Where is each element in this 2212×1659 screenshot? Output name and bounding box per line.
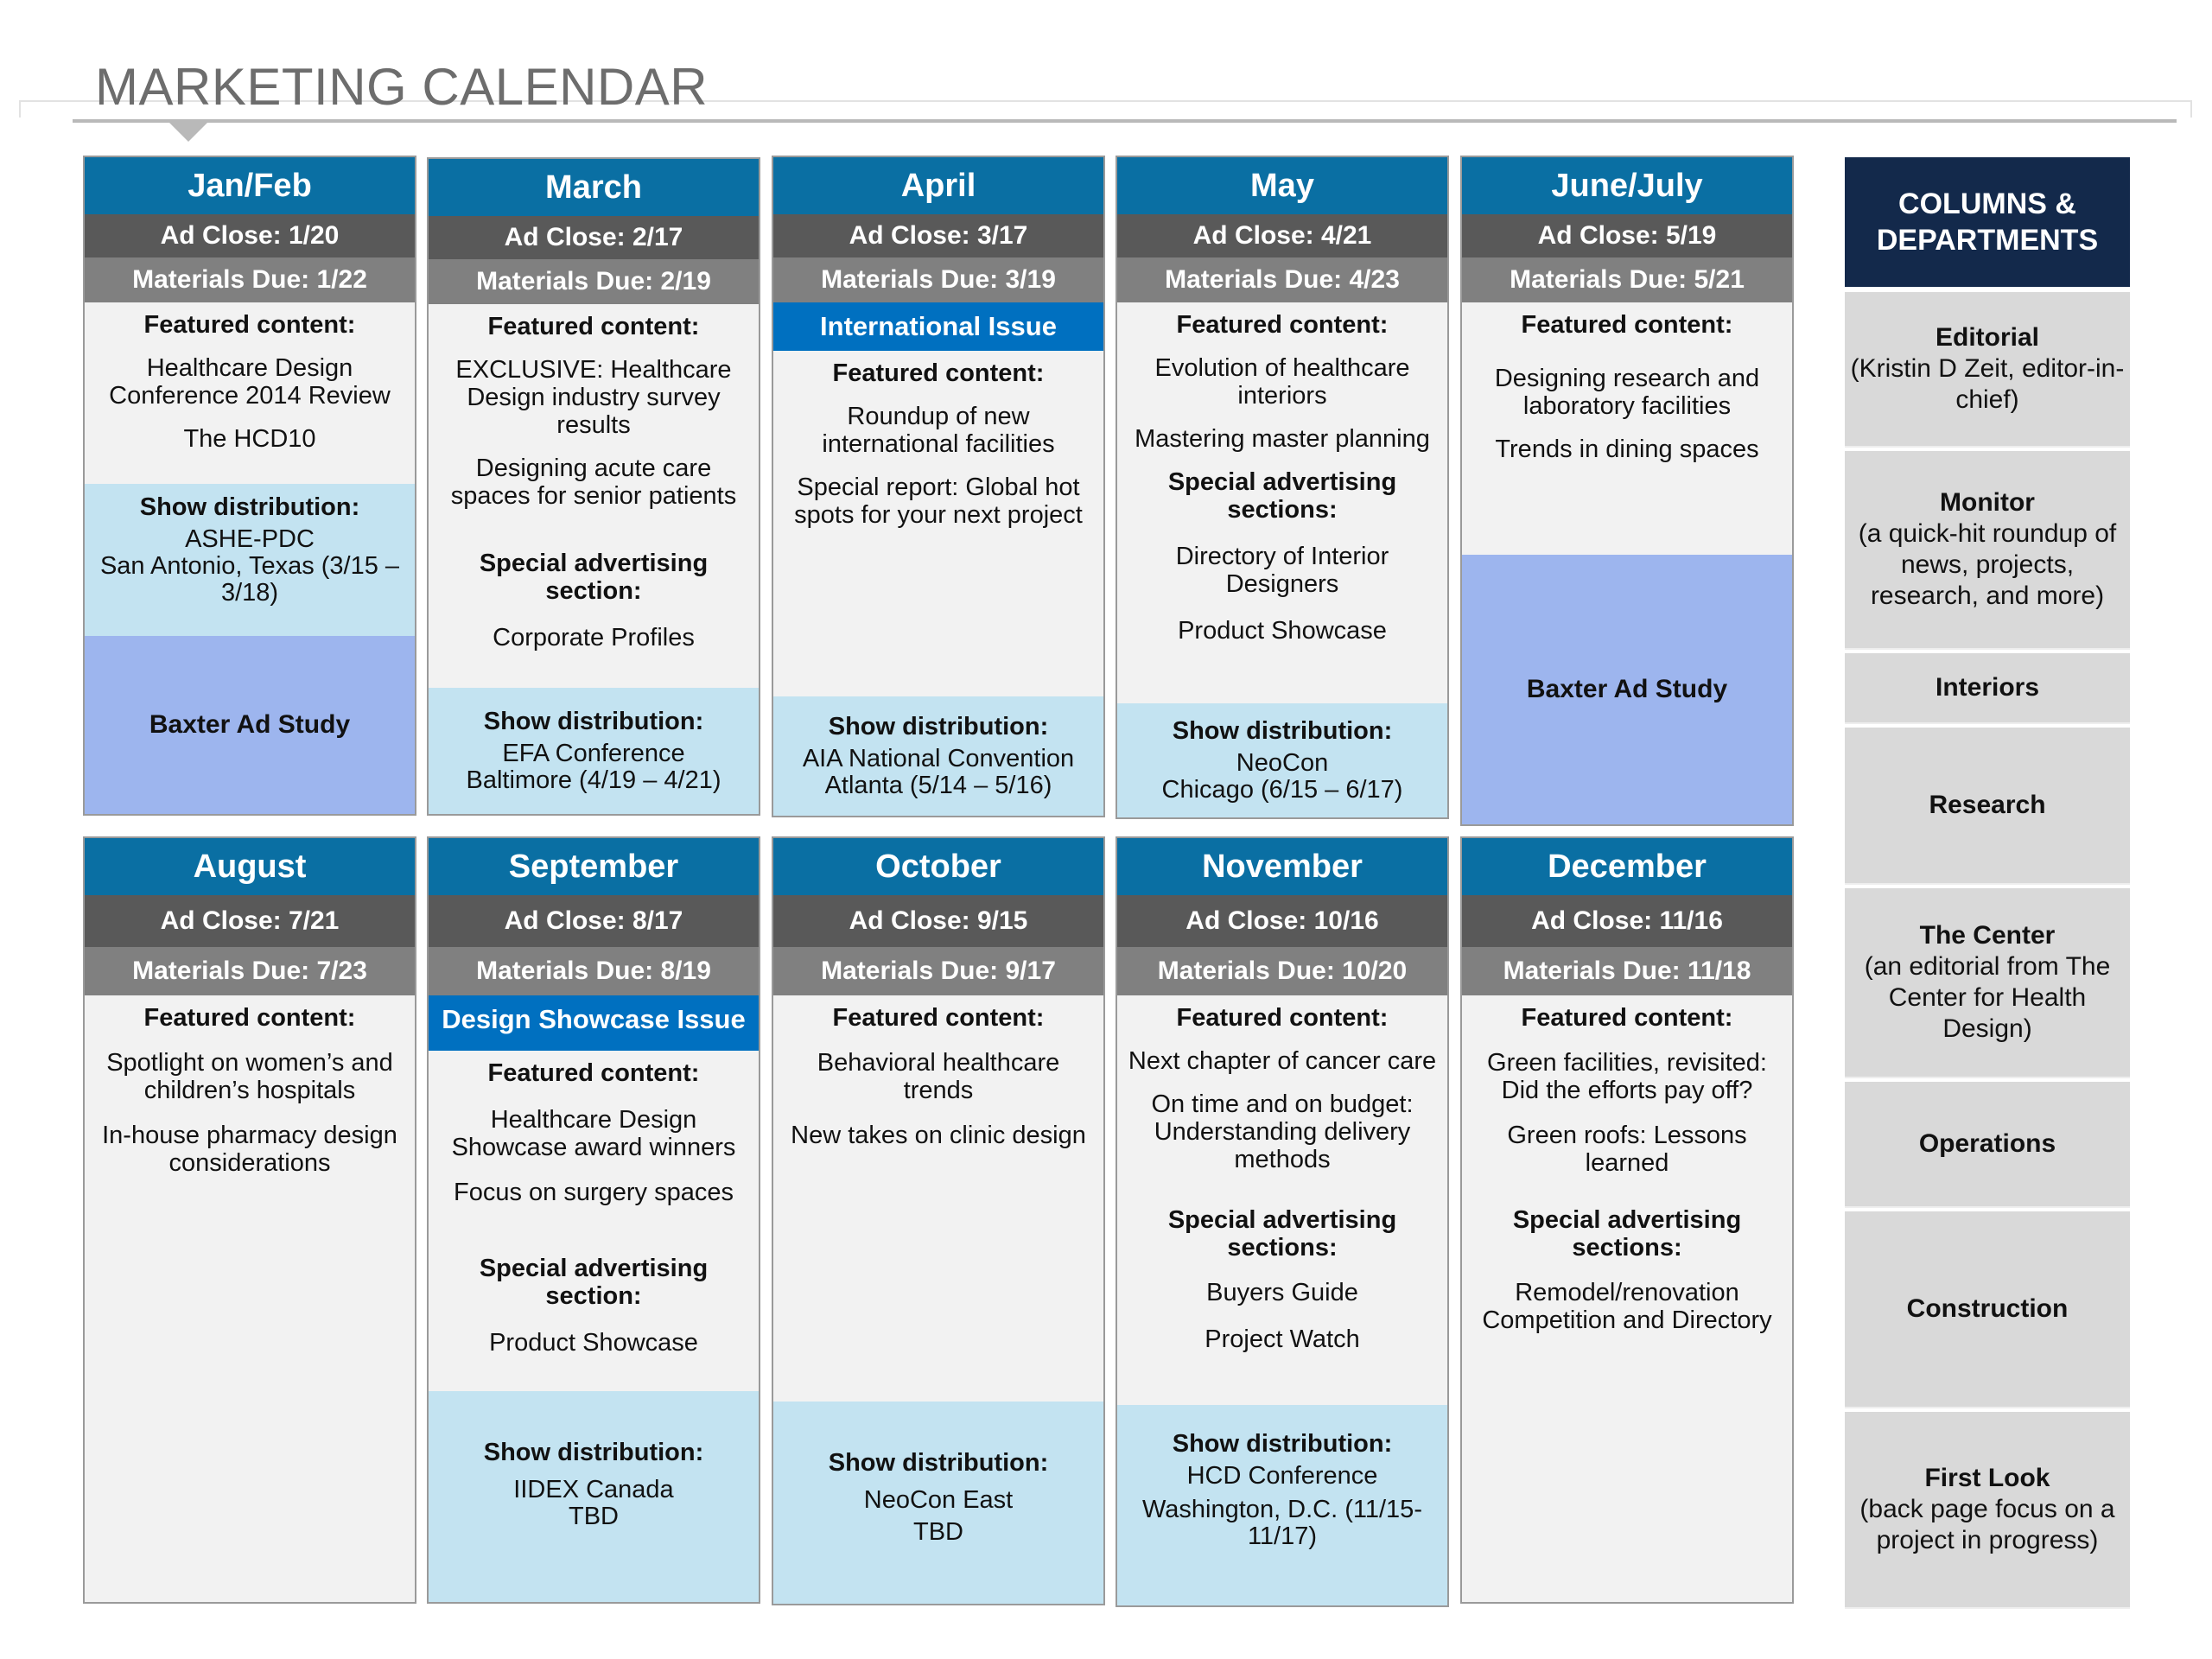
show-distribution	[429, 688, 759, 814]
featured-item: In-house pharmacy design considerations	[102, 1122, 397, 1177]
month-card-may	[1116, 156, 1449, 819]
show-distribution	[429, 1391, 759, 1602]
show-label: Show distribution:	[483, 1439, 704, 1466]
show-item: TBD	[913, 1518, 963, 1546]
issue-banner: International Issue	[773, 302, 1103, 351]
ad-close: Ad Close: 5/19	[1462, 214, 1792, 257]
title-divider	[73, 119, 2177, 123]
featured-item: Behavioral healthcare trends	[817, 1049, 1060, 1104]
month-name: December	[1462, 838, 1792, 895]
featured-label: Featured content:	[1521, 1004, 1733, 1032]
featured-item: Designing acute care spaces for senior patients	[450, 454, 737, 510]
dept-title: First Look	[1924, 1464, 2050, 1492]
featured-section	[1117, 302, 1447, 703]
columns-departments-panel	[1845, 157, 2130, 1609]
featured-item: EXCLUSIVE: Healthcare Design industry survey results	[455, 356, 732, 439]
show-distribution	[85, 484, 415, 636]
featured-item: Roundup of new international facilities	[822, 403, 1055, 458]
materials-due: Materials Due: 5/21	[1462, 257, 1792, 302]
featured-section	[773, 351, 1103, 696]
featured-item: Next chapter of cancer care	[1128, 1047, 1437, 1075]
show-label: Show distribution:	[828, 712, 1049, 741]
show-label: Show distribution:	[139, 493, 360, 521]
month-name: September	[429, 838, 759, 895]
featured-section	[773, 995, 1103, 1402]
month-card-august	[83, 836, 416, 1604]
special-label: Special advertising sections:	[1167, 1206, 1397, 1262]
month-card-november	[1116, 836, 1449, 1607]
featured-section	[85, 995, 415, 1602]
month-card-march	[427, 157, 760, 816]
ad-close: Ad Close: 1/20	[85, 214, 415, 257]
featured-label: Featured content:	[1521, 311, 1733, 339]
special-label: Special advertising section:	[479, 550, 709, 605]
featured-item: Focus on surgery spaces	[454, 1179, 734, 1206]
month-card-june-july	[1460, 156, 1794, 826]
show-label: Show distribution:	[1172, 716, 1393, 745]
show-item: San Antonio, Texas (3/15 – 3/18)	[99, 552, 400, 607]
materials-due: Materials Due: 1/22	[85, 257, 415, 302]
show-label: Show distribution:	[483, 707, 704, 735]
materials-due: Materials Due: 8/19	[429, 947, 759, 995]
featured-item: Mastering master planning	[1135, 425, 1430, 453]
featured-section	[429, 1051, 759, 1391]
month-name: August	[85, 838, 415, 895]
month-card-jan-feb	[83, 156, 416, 816]
page-title: MARKETING CALENDAR	[95, 58, 709, 116]
show-item: Washington, D.C. (11/15-11/17)	[1142, 1496, 1422, 1550]
dept-desc: (back page focus on a project in progress)	[1859, 1495, 2115, 1554]
heading-line-1: COLUMNS &	[1898, 188, 2076, 220]
show-distribution	[773, 696, 1103, 816]
featured-section	[1462, 302, 1792, 555]
show-distribution	[1117, 1405, 1447, 1605]
month-name: Jan/Feb	[85, 157, 415, 214]
month-name: October	[773, 838, 1103, 895]
baxter-ad-study: Baxter Ad Study	[1462, 555, 1792, 824]
materials-due: Materials Due: 9/17	[773, 947, 1103, 995]
special-item: Product Showcase	[1178, 617, 1387, 645]
materials-due: Materials Due: 11/18	[1462, 947, 1792, 995]
special-label: Special advertising sections:	[1167, 468, 1397, 524]
ad-close: Ad Close: 4/21	[1117, 214, 1447, 257]
ad-close: Ad Close: 8/17	[429, 895, 759, 947]
show-item: Atlanta (5/14 – 5/16)	[824, 771, 1052, 799]
materials-due: Materials Due: 4/23	[1117, 257, 1447, 302]
materials-due: Materials Due: 7/23	[85, 947, 415, 995]
show-item: ASHE-PDC	[185, 525, 315, 553]
show-item: IIDEX Canada	[513, 1476, 674, 1503]
show-distribution	[773, 1402, 1103, 1604]
show-item: Chicago (6/15 – 6/17)	[1161, 775, 1403, 804]
featured-label: Featured content:	[1176, 311, 1389, 339]
featured-item: Healthcare Design Showcase award winners	[451, 1106, 736, 1161]
dept-desc: (an editorial from The Center for Health Design)	[1864, 952, 2111, 1043]
featured-item: Green roofs: Lessons learned	[1507, 1122, 1747, 1177]
materials-due: Materials Due: 2/19	[429, 259, 759, 304]
featured-label: Featured content:	[832, 1004, 1045, 1032]
featured-section	[85, 302, 415, 484]
featured-label: Featured content:	[832, 359, 1045, 387]
baxter-ad-study: Baxter Ad Study	[85, 636, 415, 814]
dept-operations	[1845, 1082, 2130, 1208]
featured-section	[429, 304, 759, 688]
month-card-december	[1460, 836, 1794, 1604]
featured-item: Healthcare Design Conference 2014 Review	[109, 354, 391, 410]
dept-title: Monitor	[1940, 488, 2035, 517]
show-item: AIA National Convention	[802, 744, 1075, 772]
featured-item: Special report: Global hot spots for your next project	[794, 474, 1083, 529]
ad-close: Ad Close: 7/21	[85, 895, 415, 947]
month-name: April	[773, 157, 1103, 214]
dept-title: Operations	[1918, 1129, 2056, 1158]
featured-item: New takes on clinic design	[791, 1122, 1086, 1149]
special-item: Corporate Profiles	[493, 624, 695, 652]
dept-research	[1845, 728, 2130, 885]
month-card-september	[427, 836, 760, 1604]
featured-item: The HCD10	[183, 425, 316, 453]
month-name: March	[429, 159, 759, 216]
title-caret-icon	[169, 123, 207, 142]
dept-desc: (a quick-hit roundup of news, projects, research, and more)	[1858, 519, 2117, 610]
dept-construction	[1845, 1211, 2130, 1408]
featured-label: Featured content:	[143, 1004, 356, 1032]
dept-title: The Center	[1919, 921, 2056, 950]
dept-title: Interiors	[1935, 673, 2040, 702]
special-label: Special advertising section:	[479, 1255, 709, 1310]
month-card-october	[772, 836, 1105, 1605]
ad-close: Ad Close: 9/15	[773, 895, 1103, 947]
heading-line-2: DEPARTMENTS	[1876, 224, 2099, 257]
materials-due: Materials Due: 3/19	[773, 257, 1103, 302]
featured-item: On time and on budget: Understanding delivery methods	[1151, 1090, 1414, 1173]
ad-close: Ad Close: 11/16	[1462, 895, 1792, 947]
show-item: NeoCon	[1236, 748, 1329, 777]
month-name: June/July	[1462, 157, 1792, 214]
ad-close: Ad Close: 10/16	[1117, 895, 1447, 947]
ad-close: Ad Close: 3/17	[773, 214, 1103, 257]
dept-monitor	[1845, 451, 2130, 650]
dept-editorial	[1845, 292, 2130, 448]
show-item: NeoCon East	[863, 1486, 1014, 1514]
ad-close: Ad Close: 2/17	[429, 216, 759, 259]
show-distribution	[1117, 703, 1447, 817]
issue-banner: Design Showcase Issue	[429, 995, 759, 1051]
dept-interiors	[1845, 653, 2130, 724]
show-item: TBD	[569, 1503, 619, 1530]
featured-label: Featured content:	[143, 311, 356, 339]
show-item: HCD Conference	[1186, 1462, 1378, 1490]
dept-desc: (Kristin D Zeit, editor-in-chief)	[1850, 354, 2125, 414]
special-item: Product Showcase	[489, 1329, 698, 1357]
special-label: Special advertising sections:	[1512, 1206, 1742, 1262]
columns-departments-heading	[1845, 157, 2130, 287]
special-item: Project Watch	[1205, 1325, 1360, 1353]
dept-title: Research	[1929, 791, 2046, 819]
featured-label: Featured content:	[487, 313, 700, 340]
featured-item: Trends in dining spaces	[1495, 435, 1759, 463]
show-label: Show distribution:	[1172, 1430, 1393, 1458]
month-name: May	[1117, 157, 1447, 214]
materials-due: Materials Due: 10/20	[1117, 947, 1447, 995]
featured-item: Evolution of healthcare interiors	[1154, 354, 1410, 410]
dept-first-look	[1845, 1412, 2130, 1609]
featured-item: Spotlight on women’s and children’s hospitals	[106, 1049, 393, 1104]
special-item: Buyers Guide	[1206, 1279, 1358, 1306]
show-item: Baltimore (4/19 – 4/21)	[466, 766, 721, 794]
show-item: EFA Conference	[502, 739, 685, 767]
dept-title: Construction	[1906, 1294, 2069, 1323]
featured-section	[1117, 995, 1447, 1405]
special-item: Directory of Interior Designers	[1175, 543, 1389, 598]
featured-item: Green facilities, revisited: Did the efforts pay off?	[1487, 1049, 1767, 1104]
featured-section	[1462, 995, 1792, 1602]
dept-title: Editorial	[1935, 323, 2039, 352]
month-card-april	[772, 156, 1105, 817]
featured-label: Featured content:	[487, 1059, 700, 1087]
dept-the-center	[1845, 888, 2130, 1078]
featured-label: Featured content:	[1176, 1004, 1389, 1032]
featured-item: Designing research and laboratory facilities	[1494, 365, 1760, 420]
show-label: Show distribution:	[828, 1449, 1049, 1477]
month-name: November	[1117, 838, 1447, 895]
special-item: Remodel/renovation Competition and Directory	[1482, 1279, 1772, 1334]
